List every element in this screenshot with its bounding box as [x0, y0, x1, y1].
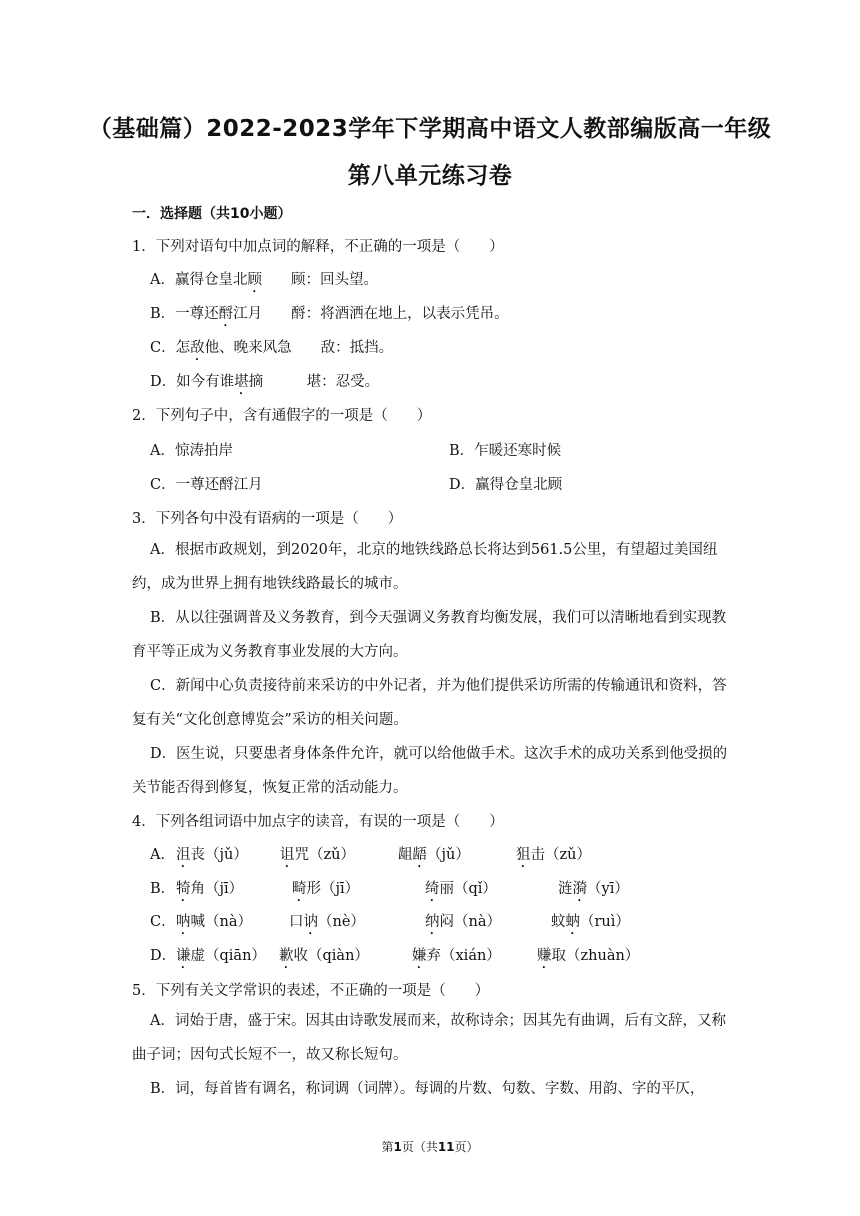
- q4-word: 赚取（zhuàn）: [537, 948, 640, 964]
- q3-option-a: A．根据市政规划，到2020年，北京的地铁线路总长将达到561.5公里，有望超过美国纽约，成为世界上拥有地铁线路最长的城市。: [132, 542, 718, 592]
- q3-stem: 3．下列各句中没有语病的一项是（ ）: [132, 511, 403, 527]
- q4-word: 口讷（nè）: [289, 914, 365, 930]
- section-heading: 一．选择题（共10小题）: [132, 206, 292, 222]
- q2-option-c: C．一尊还酹江月: [150, 477, 263, 493]
- q3-option-c: C．新闻中心负责接待前来采访的中外记者，并为他们提供采访所需的传输通讯和资料，答复有关“文化创意博览会”采访的相关问题。: [132, 678, 727, 728]
- q2-option-d: D．赢得仓皇北顾: [449, 477, 563, 493]
- q1-option-b: B．一尊还酹江月 酹：将酒洒在地上，以表示凭吊。: [150, 306, 509, 322]
- q4-word: 诅咒（zǔ）: [280, 847, 355, 863]
- q4-row-d-label: D．: [150, 948, 177, 964]
- q3-option-b: B．从以往强调普及义务教育，到今天强调义务教育均衡发展，我们可以清晰地看到实现教育平等正成为义务教育事业发展的大方向。: [132, 610, 727, 660]
- q1-option-c: C．怎敌他、晚来风急 敌：抵挡。: [150, 340, 394, 356]
- q3-option-d: D．医生说，只要患者身体条件允许，就可以给他做手术。这次手术的成功关系到他受损的关节能否得到修复，恢复正常的活动能力。: [132, 746, 728, 796]
- q4-word: 谦虚（qiān）: [176, 948, 266, 964]
- q4-word: 涟漪（yī）: [558, 881, 629, 897]
- q4-word: 绮丽（qǐ）: [425, 881, 497, 897]
- q4-word: 呐喊（nà）: [176, 914, 252, 930]
- q1-stem: 1．下列对语句中加点词的解释，不正确的一项是（ ）: [132, 239, 504, 255]
- doc-title-line2: 第八单元练习卷: [347, 163, 513, 189]
- page-total: 11: [437, 1140, 455, 1154]
- q4-row-b-label: B．: [150, 881, 176, 897]
- q4-word: 狙击（zǔ）: [516, 847, 591, 863]
- q4-word: 犄角（jī）: [176, 881, 244, 897]
- q2-option-b: B．乍暖还寒时候: [449, 443, 562, 459]
- q4-row-a-label: A．: [150, 847, 175, 863]
- q4-row-c-label: C．: [150, 914, 176, 930]
- q4-word: 沮丧（jǔ）: [176, 847, 248, 863]
- q1-option-a: A．赢得仓皇北顾 顾：回头望。: [150, 272, 378, 288]
- q5-stem: 5．下列有关文学常识的表述，不正确的一项是（ ）: [132, 983, 490, 999]
- q1-option-d: D．如今有谁堪摘 堪：忍受。: [150, 374, 380, 390]
- page-number: 1: [393, 1140, 402, 1154]
- page-footer: 第1页（共11页）: [381, 1140, 479, 1154]
- q5-option-b: B．词，每首皆有调名，称词调（词牌）。每调的片数、句数、字数、用韵、字的平仄，: [150, 1081, 705, 1097]
- q4-word: 龃龉（jǔ）: [398, 847, 470, 863]
- q2-option-a: A．惊涛拍岸: [150, 443, 233, 459]
- q4-word: 蚊蚋（ruì）: [551, 914, 630, 930]
- q4-word: 歉收（qiàn）: [279, 948, 369, 964]
- q4-word: 嫌弃（xián）: [412, 948, 501, 964]
- q4-word: 畸形（jī）: [292, 881, 360, 897]
- doc-title-line1: （基础篇）2022-2023学年下学期高中语文人教部编版高一年级: [88, 116, 772, 142]
- q5-option-a: A．词始于唐，盛于宋。因其由诗歌发展而来，故称诗余；因其先有曲调，后有文辞，又称曲子词；因句式长短不一，故又称长短句。: [132, 1013, 726, 1063]
- q2-stem: 2．下列句子中，含有通假字的一项是（ ）: [132, 408, 432, 424]
- q4-word: 纳闷（nà）: [425, 914, 501, 930]
- q4-stem: 4．下列各组词语中加点字的读音，有误的一项是（ ）: [132, 814, 504, 830]
